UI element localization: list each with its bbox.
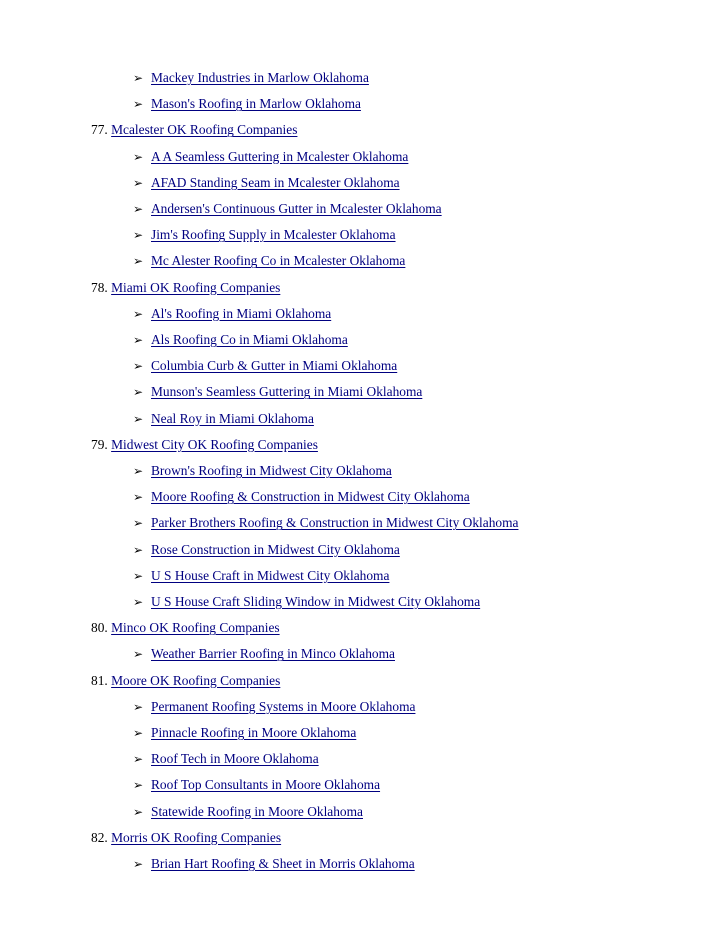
section-heading (91, 436, 318, 454)
company-link[interactable]: Rose Construction in Midwest City Oklahoma (151, 541, 400, 557)
list-item (133, 305, 331, 323)
section-number: 82. (91, 829, 108, 845)
section-number: 77. (91, 122, 108, 138)
list-item (133, 776, 380, 794)
section-heading (91, 279, 280, 297)
arrow-bullet-icon: ➢ (133, 778, 144, 793)
list-item (133, 750, 319, 768)
company-link[interactable]: Moore Roofing & Construction in Midwest City Oklahoma (151, 489, 470, 505)
list-item (133, 593, 480, 611)
list-item (133, 462, 392, 480)
company-link[interactable]: Mc Alester Roofing Co in Mcalester Oklahoma (151, 253, 406, 269)
section-number: 78. (91, 279, 108, 295)
arrow-bullet-icon: ➢ (133, 97, 144, 112)
arrow-bullet-icon: ➢ (133, 333, 144, 347)
list-item (133, 567, 389, 585)
section-link[interactable]: Midwest City OK Roofing Companies (111, 436, 318, 452)
list-item (133, 331, 348, 349)
company-link[interactable]: Brian Hart Roofing & Sheet in Morris Oklahoma (151, 856, 415, 871)
list-item (133, 95, 361, 113)
arrow-bullet-icon: ➢ (133, 411, 144, 426)
company-link[interactable]: Columbia Curb & Gutter in Miami Oklahoma (151, 358, 398, 374)
list-item (133, 803, 363, 821)
company-link[interactable]: Roof Tech in Moore Oklahoma (151, 751, 319, 767)
list-item (133, 252, 405, 270)
section-link[interactable]: Moore OK Roofing Companies (111, 672, 281, 688)
list-item (133, 698, 415, 716)
arrow-bullet-icon: ➢ (133, 490, 144, 505)
arrow-bullet-icon: ➢ (133, 568, 144, 583)
list-item (133, 514, 518, 532)
section-link[interactable]: Mcalester OK Roofing Companies (111, 122, 298, 138)
arrow-bullet-icon: ➢ (133, 202, 144, 216)
company-link[interactable]: Statewide Roofing in Moore Oklahoma (151, 803, 363, 819)
company-link[interactable]: Parker Brothers Roofing & Construction in Midwest City Oklahoma (151, 515, 519, 531)
list-item (133, 410, 314, 428)
list-item (133, 200, 442, 218)
section-heading (91, 619, 280, 637)
arrow-bullet-icon: ➢ (133, 175, 144, 190)
arrow-bullet-icon: ➢ (133, 228, 144, 243)
arrow-bullet-icon: ➢ (133, 71, 144, 85)
list-item (133, 541, 400, 559)
arrow-bullet-icon: ➢ (133, 857, 144, 871)
list-item (133, 383, 422, 401)
arrow-bullet-icon: ➢ (133, 542, 144, 557)
arrow-bullet-icon: ➢ (133, 595, 144, 609)
list-item (133, 855, 415, 873)
section-heading (91, 121, 297, 139)
section-link[interactable]: Minco OK Roofing Companies (111, 620, 280, 636)
company-link[interactable]: Neal Roy in Miami Oklahoma (151, 410, 314, 426)
company-link[interactable]: U S House Craft Sliding Window in Midwest City Oklahoma (151, 594, 481, 609)
company-link[interactable]: U S House Craft in Midwest City Oklahoma (151, 567, 390, 583)
section-heading (91, 672, 280, 690)
list-item (133, 226, 396, 244)
company-link[interactable]: Pinnacle Roofing in Moore Oklahoma (151, 725, 357, 740)
arrow-bullet-icon: ➢ (133, 359, 144, 374)
company-link[interactable]: A A Seamless Guttering in Mcalester Oklahoma (151, 148, 409, 164)
section-number: 80. (91, 620, 108, 636)
arrow-bullet-icon: ➢ (133, 726, 144, 740)
company-link[interactable]: AFAD Standing Seam in Mcalester Oklahoma (151, 174, 400, 190)
section-link[interactable]: Miami OK Roofing Companies (111, 279, 281, 295)
list-item (133, 69, 369, 87)
section-number: 79. (91, 436, 108, 452)
list-item (133, 174, 400, 192)
company-link[interactable]: Roof Top Consultants in Moore Oklahoma (151, 777, 381, 793)
list-item (133, 357, 397, 375)
arrow-bullet-icon: ➢ (133, 149, 144, 164)
company-link[interactable]: Mackey Industries in Marlow Oklahoma (151, 70, 369, 85)
list-item (133, 724, 356, 742)
arrow-bullet-icon: ➢ (133, 647, 144, 662)
company-link[interactable]: Brown's Roofing in Midwest City Oklahoma (151, 463, 392, 478)
company-link[interactable]: Andersen's Continuous Gutter in Mcalester Oklahoma (151, 201, 442, 216)
list-item (133, 645, 395, 663)
company-link[interactable]: Jim's Roofing Supply in Mcalester Oklahoma (151, 227, 396, 243)
arrow-bullet-icon: ➢ (133, 254, 144, 269)
company-link[interactable]: Weather Barrier Roofing in Minco Oklahoma (151, 646, 395, 662)
company-link[interactable]: Als Roofing Co in Miami Oklahoma (151, 332, 348, 347)
arrow-bullet-icon: ➢ (133, 516, 144, 531)
list-item (133, 488, 470, 506)
section-link[interactable]: Morris OK Roofing Companies (111, 829, 282, 845)
arrow-bullet-icon: ➢ (133, 752, 144, 767)
arrow-bullet-icon: ➢ (133, 385, 144, 400)
arrow-bullet-icon: ➢ (133, 306, 144, 321)
list-item (133, 148, 408, 166)
company-link[interactable]: Mason's Roofing in Marlow Oklahoma (151, 96, 361, 112)
company-link[interactable]: Permanent Roofing Systems in Moore Oklahoma (151, 698, 416, 714)
company-link[interactable]: Al's Roofing in Miami Oklahoma (151, 305, 332, 321)
company-link[interactable]: Munson's Seamless Guttering in Miami Oklahoma (151, 384, 423, 400)
section-heading (91, 829, 281, 847)
arrow-bullet-icon: ➢ (133, 804, 144, 819)
section-number: 81. (91, 672, 108, 688)
arrow-bullet-icon: ➢ (133, 464, 144, 478)
arrow-bullet-icon: ➢ (133, 699, 144, 714)
